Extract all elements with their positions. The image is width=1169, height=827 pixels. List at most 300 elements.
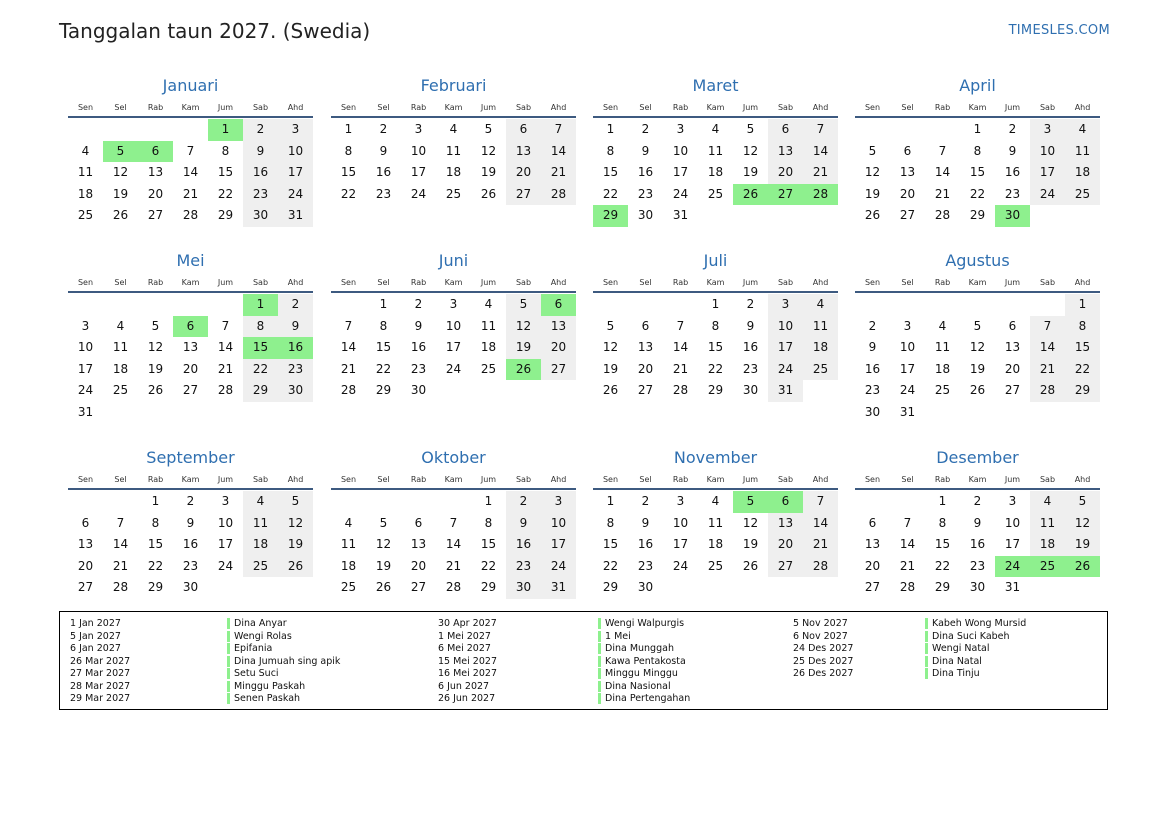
day-cell: 12 bbox=[742, 515, 759, 530]
weekday-label: Sen bbox=[602, 103, 619, 112]
day-cell: 9 bbox=[641, 515, 650, 530]
day-cell: 15 bbox=[707, 340, 724, 354]
legend-holiday-name: Dina Munggah bbox=[598, 643, 690, 656]
day-cell-holiday: 6 bbox=[173, 316, 208, 338]
month-name: Februari bbox=[420, 76, 487, 95]
weekday-label: Kam bbox=[706, 103, 725, 112]
day-cell: 14 bbox=[934, 165, 951, 179]
day-cell: 4 bbox=[1030, 491, 1065, 513]
legend-date: 25 Des 2027 bbox=[793, 655, 854, 667]
legend-holiday-name: Minggu Paskah bbox=[227, 681, 340, 694]
weekday-label: Rab bbox=[934, 475, 951, 484]
day-cell: 22 bbox=[147, 558, 164, 573]
legend-holiday-name: Dina Jumuah sing apik bbox=[227, 656, 340, 669]
legend-holiday-name: Epifania bbox=[227, 643, 340, 656]
day-blank bbox=[68, 294, 103, 316]
days-grid bbox=[68, 491, 313, 599]
month-oktober bbox=[331, 446, 576, 599]
day-cell: 29 bbox=[1065, 380, 1100, 402]
legend-date: 28 Mar 2027 bbox=[70, 680, 131, 692]
day-cell: 16 bbox=[506, 534, 541, 556]
day-cell: 4 bbox=[711, 494, 720, 508]
day-cell: 4 bbox=[449, 122, 458, 136]
day-cell: 16 bbox=[637, 537, 654, 551]
day-cell: 25 bbox=[480, 361, 497, 376]
legend-holiday-name: Wengi Walpurgis bbox=[598, 618, 690, 631]
weekday-label: Jum bbox=[217, 103, 234, 112]
legend-date: 27 Mar 2027 bbox=[70, 668, 131, 679]
day-cell: 14 bbox=[1030, 337, 1065, 359]
day-cell: 20 bbox=[1004, 361, 1021, 376]
weekday-header bbox=[331, 102, 576, 118]
day-cell: 18 bbox=[112, 361, 129, 376]
day-cell: 19 bbox=[112, 186, 129, 201]
day-cell: 14 bbox=[445, 537, 462, 551]
day-cell-holiday: 26 bbox=[733, 184, 768, 206]
day-cell: 8 bbox=[484, 515, 493, 530]
day-blank bbox=[855, 119, 890, 141]
day-cell: 2 bbox=[868, 318, 877, 333]
day-cell: 3 bbox=[1030, 119, 1065, 141]
day-cell: 3 bbox=[541, 491, 576, 513]
month-name: Januari bbox=[162, 76, 219, 95]
weekday-label: Jum bbox=[480, 278, 497, 287]
day-cell: 31 bbox=[1004, 580, 1021, 594]
day-cell: 12 bbox=[742, 143, 759, 158]
weekday-label: Jum bbox=[742, 278, 759, 287]
day-cell: 27 bbox=[637, 383, 654, 397]
weekday-label: Sen bbox=[77, 278, 94, 287]
legend-names-col-1 bbox=[227, 618, 340, 706]
day-cell: 19 bbox=[969, 361, 986, 376]
weekday-label: Sel bbox=[377, 103, 390, 112]
day-cell: 6 bbox=[506, 119, 541, 141]
days-grid bbox=[855, 119, 1100, 227]
day-cell: 25 bbox=[707, 186, 724, 201]
day-cell: 18 bbox=[1030, 534, 1065, 556]
day-cell-holiday: 24 bbox=[995, 556, 1030, 578]
day-cell: 6 bbox=[903, 143, 912, 158]
day-cell: 5 bbox=[973, 318, 982, 333]
site-logo-link[interactable]: TIMESLES.COM bbox=[1008, 23, 1110, 38]
day-cell: 29 bbox=[217, 208, 234, 222]
legend-date: 24 Des 2027 bbox=[793, 643, 854, 654]
day-cell: 12 bbox=[506, 316, 541, 338]
day-cell: 23 bbox=[637, 186, 654, 201]
day-cell: 12 bbox=[112, 165, 129, 179]
legend-holiday-name: Dina Natal bbox=[925, 656, 1026, 669]
weekday-header bbox=[68, 102, 313, 118]
day-cell: 23 bbox=[410, 361, 427, 376]
day-cell: 14 bbox=[112, 537, 129, 551]
day-cell: 7 bbox=[676, 318, 685, 333]
weekday-label: Ahd bbox=[1074, 278, 1091, 287]
day-cell: 2 bbox=[1008, 122, 1017, 136]
day-cell: 23 bbox=[1004, 186, 1021, 201]
day-cell: 21 bbox=[217, 361, 234, 376]
day-cell: 18 bbox=[480, 340, 497, 354]
day-cell: 30 bbox=[182, 580, 199, 594]
day-cell: 21 bbox=[340, 361, 357, 376]
day-blank bbox=[208, 294, 243, 316]
weekday-label: Kam bbox=[181, 103, 200, 112]
day-cell: 31 bbox=[541, 577, 576, 599]
day-cell: 25 bbox=[934, 383, 951, 397]
day-cell: 17 bbox=[217, 537, 234, 551]
day-cell: 4 bbox=[243, 491, 278, 513]
day-cell: 14 bbox=[803, 141, 838, 163]
day-cell: 6 bbox=[81, 515, 90, 530]
weekday-label: Jum bbox=[1004, 475, 1021, 484]
day-cell: 22 bbox=[375, 361, 392, 376]
days-grid bbox=[593, 294, 838, 402]
weekday-label: Kam bbox=[968, 278, 987, 287]
day-cell: 15 bbox=[480, 537, 497, 551]
day-cell-holiday: 29 bbox=[593, 205, 628, 227]
day-cell: 16 bbox=[742, 340, 759, 354]
day-cell: 11 bbox=[243, 513, 278, 535]
day-cell: 13 bbox=[899, 165, 916, 179]
day-blank bbox=[68, 491, 103, 513]
weekday-label: Sab bbox=[777, 103, 794, 112]
day-cell: 17 bbox=[1004, 537, 1021, 551]
weekday-label: Sab bbox=[515, 475, 532, 484]
month-november bbox=[593, 446, 838, 599]
legend-date: 29 Mar 2027 bbox=[70, 693, 131, 704]
weekday-label: Rab bbox=[410, 103, 427, 112]
days-grid bbox=[855, 491, 1100, 599]
day-cell: 11 bbox=[340, 537, 357, 551]
weekday-label: Sel bbox=[114, 278, 127, 287]
day-cell: 7 bbox=[221, 318, 230, 333]
month-name: Oktober bbox=[421, 448, 486, 467]
day-cell: 6 bbox=[1008, 318, 1017, 333]
day-cell: 24 bbox=[278, 184, 313, 206]
day-cell: 11 bbox=[803, 316, 838, 338]
day-cell: 19 bbox=[506, 337, 541, 359]
day-cell: 29 bbox=[375, 383, 392, 397]
day-cell: 28 bbox=[445, 580, 462, 594]
weekday-label: Sel bbox=[114, 475, 127, 484]
day-cell: 12 bbox=[480, 143, 497, 158]
day-cell: 2 bbox=[278, 294, 313, 316]
day-cell: 25 bbox=[707, 558, 724, 573]
day-cell: 24 bbox=[1030, 184, 1065, 206]
day-cell: 13 bbox=[1004, 340, 1021, 354]
weekday-header bbox=[331, 277, 576, 293]
day-cell: 29 bbox=[480, 580, 497, 594]
day-cell: 21 bbox=[1030, 359, 1065, 381]
day-cell: 9 bbox=[746, 318, 755, 333]
day-cell: 14 bbox=[899, 537, 916, 551]
weekday-label: Sen bbox=[602, 278, 619, 287]
legend-dates-col-1 bbox=[70, 618, 130, 706]
days-grid bbox=[855, 294, 1100, 423]
day-cell: 2 bbox=[641, 494, 650, 508]
weekday-header bbox=[855, 474, 1100, 490]
day-cell: 18 bbox=[1065, 162, 1100, 184]
day-cell: 11 bbox=[1065, 141, 1100, 163]
days-grid bbox=[331, 491, 576, 599]
weekday-label: Jum bbox=[480, 103, 497, 112]
day-cell: 23 bbox=[742, 361, 759, 376]
day-cell: 21 bbox=[899, 558, 916, 573]
day-cell: 22 bbox=[602, 558, 619, 573]
day-cell: 4 bbox=[344, 515, 353, 530]
day-cell-holiday: 1 bbox=[208, 119, 243, 141]
weekday-label: Sel bbox=[377, 475, 390, 484]
day-cell-holiday: 28 bbox=[803, 184, 838, 206]
legend-holiday-name: Minggu Minggu bbox=[598, 668, 690, 681]
month-agustus bbox=[855, 249, 1100, 423]
weekday-label: Jum bbox=[217, 278, 234, 287]
day-cell-holiday: 25 bbox=[1030, 556, 1065, 578]
weekday-label: Sel bbox=[639, 103, 652, 112]
day-cell: 31 bbox=[77, 404, 94, 419]
day-cell: 15 bbox=[934, 537, 951, 551]
day-cell: 25 bbox=[77, 208, 94, 222]
day-cell: 11 bbox=[445, 143, 462, 158]
legend-date: 6 Jun 2027 bbox=[438, 680, 490, 692]
day-cell: 22 bbox=[707, 361, 724, 376]
day-cell: 10 bbox=[278, 141, 313, 163]
day-blank bbox=[663, 294, 698, 316]
legend-date: 15 Mei 2027 bbox=[438, 655, 497, 667]
day-cell: 23 bbox=[182, 558, 199, 573]
day-cell: 18 bbox=[934, 361, 951, 376]
day-cell: 31 bbox=[278, 205, 313, 227]
day-cell: 18 bbox=[243, 534, 278, 556]
weekday-label: Sab bbox=[1039, 278, 1056, 287]
weekday-label: Sab bbox=[1039, 475, 1056, 484]
day-cell: 20 bbox=[182, 361, 199, 376]
day-cell: 8 bbox=[606, 143, 615, 158]
day-cell: 4 bbox=[484, 297, 493, 311]
day-cell: 9 bbox=[1008, 143, 1017, 158]
weekday-label: Ahd bbox=[1074, 103, 1091, 112]
day-cell: 24 bbox=[672, 186, 689, 201]
day-cell: 20 bbox=[768, 534, 803, 556]
day-cell: 13 bbox=[637, 340, 654, 354]
day-cell: 27 bbox=[506, 184, 541, 206]
day-cell: 9 bbox=[243, 141, 278, 163]
day-cell: 9 bbox=[186, 515, 195, 530]
day-cell: 4 bbox=[116, 318, 125, 333]
day-cell: 21 bbox=[803, 162, 838, 184]
day-cell: 1 bbox=[711, 297, 720, 311]
legend-holiday-name: Dina Pertengahan bbox=[598, 693, 690, 706]
month-juni bbox=[331, 249, 576, 402]
day-blank bbox=[593, 294, 628, 316]
day-cell: 13 bbox=[768, 141, 803, 163]
weekday-label: Sel bbox=[901, 278, 914, 287]
legend-date: 26 Des 2027 bbox=[793, 668, 854, 679]
day-cell-holiday: 30 bbox=[995, 205, 1030, 227]
holiday-legend bbox=[59, 611, 1108, 710]
day-cell: 19 bbox=[602, 361, 619, 376]
day-cell-holiday: 26 bbox=[1065, 556, 1100, 578]
day-blank bbox=[173, 294, 208, 316]
day-cell: 16 bbox=[864, 361, 881, 376]
legend-holiday-name: Wengi Rolas bbox=[227, 631, 340, 644]
weekday-label: Ahd bbox=[550, 278, 567, 287]
legend-date: 6 Mei 2027 bbox=[438, 643, 491, 654]
weekday-label: Ahd bbox=[812, 475, 829, 484]
day-cell: 2 bbox=[414, 297, 423, 311]
day-blank bbox=[855, 491, 890, 513]
day-cell: 11 bbox=[707, 143, 724, 158]
legend-date: 26 Mar 2027 bbox=[70, 655, 131, 667]
day-cell-holiday: 6 bbox=[138, 141, 173, 163]
day-cell: 28 bbox=[934, 208, 951, 222]
day-cell: 26 bbox=[480, 186, 497, 201]
weekday-label: Kam bbox=[181, 278, 200, 287]
day-cell: 3 bbox=[768, 294, 803, 316]
weekday-label: Sab bbox=[1039, 103, 1056, 112]
days-grid bbox=[68, 119, 313, 227]
day-cell: 30 bbox=[506, 577, 541, 599]
weekday-label: Sab bbox=[777, 475, 794, 484]
day-cell: 23 bbox=[375, 186, 392, 201]
page-title: Tanggalan taun 2027. (Swedia) bbox=[59, 19, 371, 43]
weekday-label: Rab bbox=[934, 278, 951, 287]
weekday-label: Sen bbox=[340, 278, 357, 287]
day-cell: 26 bbox=[742, 558, 759, 573]
day-cell: 18 bbox=[445, 165, 462, 179]
day-cell: 27 bbox=[1004, 383, 1021, 397]
day-cell: 10 bbox=[899, 340, 916, 354]
day-blank bbox=[925, 119, 960, 141]
day-blank bbox=[890, 119, 925, 141]
day-cell: 27 bbox=[182, 383, 199, 397]
legend-holiday-name: Dina Nasional bbox=[598, 681, 690, 694]
day-blank bbox=[960, 294, 995, 316]
weekday-label: Sen bbox=[864, 475, 881, 484]
weekday-header bbox=[68, 474, 313, 490]
weekday-label: Sen bbox=[864, 278, 881, 287]
day-cell: 25 bbox=[445, 186, 462, 201]
day-cell: 10 bbox=[672, 143, 689, 158]
day-cell: 30 bbox=[637, 208, 654, 222]
day-cell: 7 bbox=[1030, 316, 1065, 338]
day-cell: 20 bbox=[637, 361, 654, 376]
day-cell: 16 bbox=[969, 537, 986, 551]
day-cell: 14 bbox=[340, 340, 357, 354]
day-cell: 15 bbox=[602, 165, 619, 179]
legend-holiday-name: Kabeh Wong Mursid bbox=[925, 618, 1026, 631]
day-cell: 3 bbox=[903, 318, 912, 333]
day-cell: 19 bbox=[742, 537, 759, 551]
day-cell: 11 bbox=[1030, 513, 1065, 535]
day-cell: 24 bbox=[410, 186, 427, 201]
day-cell: 18 bbox=[707, 537, 724, 551]
weekday-label: Rab bbox=[410, 475, 427, 484]
legend-holiday-name: Dina Tinju bbox=[925, 668, 1026, 681]
day-cell: 22 bbox=[1065, 359, 1100, 381]
day-cell: 20 bbox=[77, 558, 94, 573]
day-cell: 15 bbox=[1065, 337, 1100, 359]
month-juli bbox=[593, 249, 838, 402]
day-cell: 10 bbox=[77, 340, 94, 354]
day-cell: 15 bbox=[147, 537, 164, 551]
day-cell: 8 bbox=[379, 318, 388, 333]
day-cell: 4 bbox=[1065, 119, 1100, 141]
day-cell-holiday: 15 bbox=[243, 337, 278, 359]
day-cell: 2 bbox=[973, 494, 982, 508]
legend-date: 1 Mei 2027 bbox=[438, 630, 491, 642]
day-cell: 9 bbox=[973, 515, 982, 530]
month-januari bbox=[68, 74, 313, 227]
weekday-label: Ahd bbox=[812, 278, 829, 287]
day-cell: 4 bbox=[711, 122, 720, 136]
day-cell: 13 bbox=[410, 537, 427, 551]
day-cell: 18 bbox=[803, 337, 838, 359]
day-cell: 30 bbox=[742, 383, 759, 397]
day-cell: 8 bbox=[243, 316, 278, 338]
month-name: April bbox=[959, 76, 996, 95]
day-cell: 28 bbox=[182, 208, 199, 222]
weekday-label: Kam bbox=[706, 278, 725, 287]
month-name: Juni bbox=[438, 251, 469, 270]
day-cell: 27 bbox=[541, 359, 576, 381]
day-cell: 1 bbox=[973, 122, 982, 136]
day-cell: 7 bbox=[186, 143, 195, 158]
day-cell: 21 bbox=[182, 186, 199, 201]
day-cell: 22 bbox=[480, 558, 497, 573]
day-cell-holiday: 1 bbox=[243, 294, 278, 316]
day-cell: 25 bbox=[243, 556, 278, 578]
legend-dates-col-2 bbox=[438, 618, 497, 706]
weekday-label: Rab bbox=[147, 475, 164, 484]
day-blank bbox=[628, 294, 663, 316]
weekday-label: Sen bbox=[340, 103, 357, 112]
day-cell: 27 bbox=[410, 580, 427, 594]
weekday-label: Sel bbox=[377, 278, 390, 287]
day-cell: 11 bbox=[77, 165, 94, 179]
day-cell: 13 bbox=[506, 141, 541, 163]
day-cell: 2 bbox=[641, 122, 650, 136]
legend-date: 6 Nov 2027 bbox=[793, 630, 848, 642]
day-cell: 15 bbox=[602, 537, 619, 551]
weekday-header bbox=[855, 102, 1100, 118]
day-cell: 4 bbox=[938, 318, 947, 333]
day-cell: 4 bbox=[803, 294, 838, 316]
day-cell: 3 bbox=[414, 122, 423, 136]
day-cell: 18 bbox=[77, 186, 94, 201]
day-cell-holiday: 27 bbox=[768, 184, 803, 206]
day-cell: 23 bbox=[243, 184, 278, 206]
day-cell: 19 bbox=[375, 558, 392, 573]
legend-date: 5 Jan 2027 bbox=[70, 630, 121, 642]
day-cell: 15 bbox=[969, 165, 986, 179]
day-cell: 9 bbox=[641, 143, 650, 158]
day-cell: 30 bbox=[410, 383, 427, 397]
day-cell: 11 bbox=[112, 340, 129, 354]
weekday-label: Sel bbox=[901, 475, 914, 484]
day-cell: 15 bbox=[340, 165, 357, 179]
day-cell: 6 bbox=[641, 318, 650, 333]
day-cell: 4 bbox=[81, 143, 90, 158]
day-cell: 24 bbox=[541, 556, 576, 578]
weekday-label: Jum bbox=[1004, 278, 1021, 287]
month-name: September bbox=[146, 448, 235, 467]
day-cell: 3 bbox=[221, 494, 230, 508]
day-cell: 19 bbox=[864, 186, 881, 201]
weekday-header bbox=[331, 474, 576, 490]
weekday-label: Jum bbox=[742, 475, 759, 484]
days-grid bbox=[68, 294, 313, 423]
day-cell: 21 bbox=[803, 534, 838, 556]
